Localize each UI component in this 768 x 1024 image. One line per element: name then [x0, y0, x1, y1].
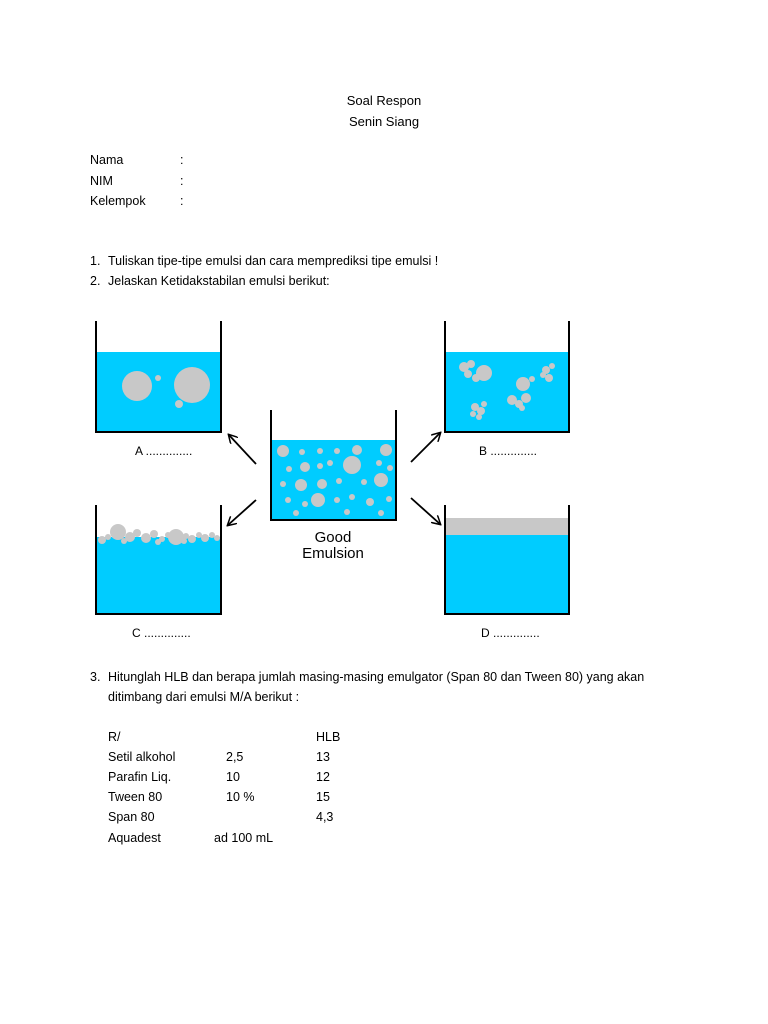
page-subtitle: Senin Siang: [348, 114, 420, 129]
question-number: 1.: [90, 254, 101, 268]
arrow-to-a: [229, 435, 256, 464]
beaker-b: [445, 321, 569, 432]
oil-droplet: [285, 497, 291, 503]
oil-droplet: [122, 371, 152, 401]
oil-droplet: [349, 494, 355, 500]
beaker-a: [96, 321, 221, 432]
oil-droplet: [311, 493, 325, 507]
page-title: Soal Respon: [346, 93, 422, 108]
label-d: D ..............: [481, 626, 540, 640]
recipe-row-name: Span 80: [108, 810, 155, 824]
beaker-d: [445, 505, 569, 614]
oil-droplet: [295, 479, 307, 491]
oil-droplet: [141, 533, 151, 543]
recipe-row-hlb: 15: [316, 790, 330, 804]
recipe-row-name: Setil alkohol: [108, 750, 176, 764]
oil-droplet: [374, 473, 388, 487]
oil-droplet: [476, 365, 492, 381]
diagram-caption-line1: Good: [314, 529, 352, 546]
question-text-line2: ditimbang dari emulsi M/A berikut :: [108, 690, 300, 704]
oil-droplet: [376, 460, 382, 466]
oil-droplet: [334, 448, 340, 454]
oil-droplet: [549, 363, 555, 369]
arrow-to-b: [411, 433, 440, 462]
recipe-row-amount: ad 100 mL: [214, 831, 274, 845]
oil-droplet: [155, 539, 161, 545]
recipe-row-amount: 10: [226, 770, 240, 784]
identity-label-nim: NIM: [90, 174, 113, 188]
label-a: A ..............: [135, 444, 193, 458]
water-layer: [445, 535, 569, 614]
oil-droplet: [105, 534, 111, 540]
oil-droplet: [344, 509, 350, 515]
identity-label-nama: Nama: [90, 153, 124, 167]
identity-colon: :: [180, 153, 184, 167]
oil-droplet: [464, 370, 472, 378]
oil-droplet: [378, 510, 384, 516]
label-b: B ..............: [479, 444, 538, 458]
arrow-to-d: [411, 498, 440, 524]
oil-droplet: [387, 465, 393, 471]
oil-droplet: [386, 496, 392, 502]
recipe-header-name: R/: [108, 730, 121, 744]
oil-droplet: [300, 462, 310, 472]
oil-droplet: [196, 532, 202, 538]
oil-droplet: [121, 538, 127, 544]
oil-droplet: [133, 529, 141, 537]
oil-droplet: [317, 463, 323, 469]
oil-droplet: [529, 376, 535, 382]
label-c: C ..............: [132, 626, 191, 640]
oil-droplet: [181, 538, 187, 544]
recipe-row-amount: 2,5: [226, 750, 244, 764]
recipe-row-name: Parafin Liq.: [108, 770, 172, 784]
recipe-row-hlb: 4,3: [316, 810, 334, 824]
oil-droplet: [343, 456, 361, 474]
oil-droplet: [477, 407, 485, 415]
question-number: 3.: [90, 670, 101, 684]
recipe-row-amount: 10 %: [226, 790, 255, 804]
oil-droplet: [366, 498, 374, 506]
oil-droplet: [476, 414, 482, 420]
question-text-line1: Hitunglah HLB dan berapa jumlah masing-masing emulgator (Span 80 dan Tween 80) yang akan: [108, 670, 645, 684]
oil-droplet: [361, 479, 367, 485]
oil-droplet: [175, 400, 183, 408]
oil-droplet: [545, 374, 553, 382]
oil-droplet: [481, 401, 487, 407]
oil-droplet: [519, 405, 525, 411]
oil-droplet: [209, 532, 215, 538]
oil-droplet: [110, 524, 126, 540]
oil-droplet: [327, 460, 333, 466]
oil-droplet: [280, 481, 286, 487]
question-text: Tuliskan tipe-tipe emulsi dan cara memprediksi tipe emulsi !: [108, 254, 439, 268]
oil-droplet: [380, 444, 392, 456]
recipe-row-name: Tween 80: [108, 790, 163, 804]
oil-droplet: [277, 445, 289, 457]
beaker-c: [96, 505, 221, 614]
oil-droplet: [516, 377, 530, 391]
oil-droplet: [352, 445, 362, 455]
oil-droplet: [293, 510, 299, 516]
identity-colon: :: [180, 194, 184, 208]
oil-droplet: [98, 536, 106, 544]
diagram-caption-line2: Emulsion: [302, 545, 364, 562]
oil-droplet: [286, 466, 292, 472]
oil-droplet: [150, 530, 158, 538]
oil-droplet: [201, 534, 209, 542]
question-number: 2.: [90, 274, 101, 288]
oil-droplet: [317, 479, 327, 489]
recipe-header-hlb: HLB: [316, 730, 341, 744]
oil-droplet: [540, 372, 546, 378]
oil-droplet: [467, 360, 475, 368]
separated-oil-layer: [445, 518, 569, 535]
recipe-row-hlb: 13: [316, 750, 330, 764]
oil-droplet: [521, 393, 531, 403]
recipe-row-name: Aquadest: [108, 831, 161, 845]
oil-droplet: [155, 375, 161, 381]
oil-droplet: [470, 411, 476, 417]
oil-droplet: [317, 448, 323, 454]
oil-droplet: [188, 535, 196, 543]
water-layer: [96, 537, 221, 614]
oil-droplet: [299, 449, 305, 455]
recipe-row-hlb: 12: [316, 770, 330, 784]
oil-droplet: [302, 501, 308, 507]
oil-droplet: [336, 478, 342, 484]
arrow-to-c: [228, 500, 256, 525]
identity-colon: :: [180, 174, 184, 188]
identity-label-kelompok: Kelempok: [90, 194, 146, 208]
question-text: Jelaskan Ketidakstabilan emulsi berikut:: [108, 274, 330, 288]
oil-droplet: [214, 535, 220, 541]
beaker-good-emulsion: [271, 410, 396, 520]
oil-droplet: [334, 497, 340, 503]
oil-droplet: [174, 367, 210, 403]
